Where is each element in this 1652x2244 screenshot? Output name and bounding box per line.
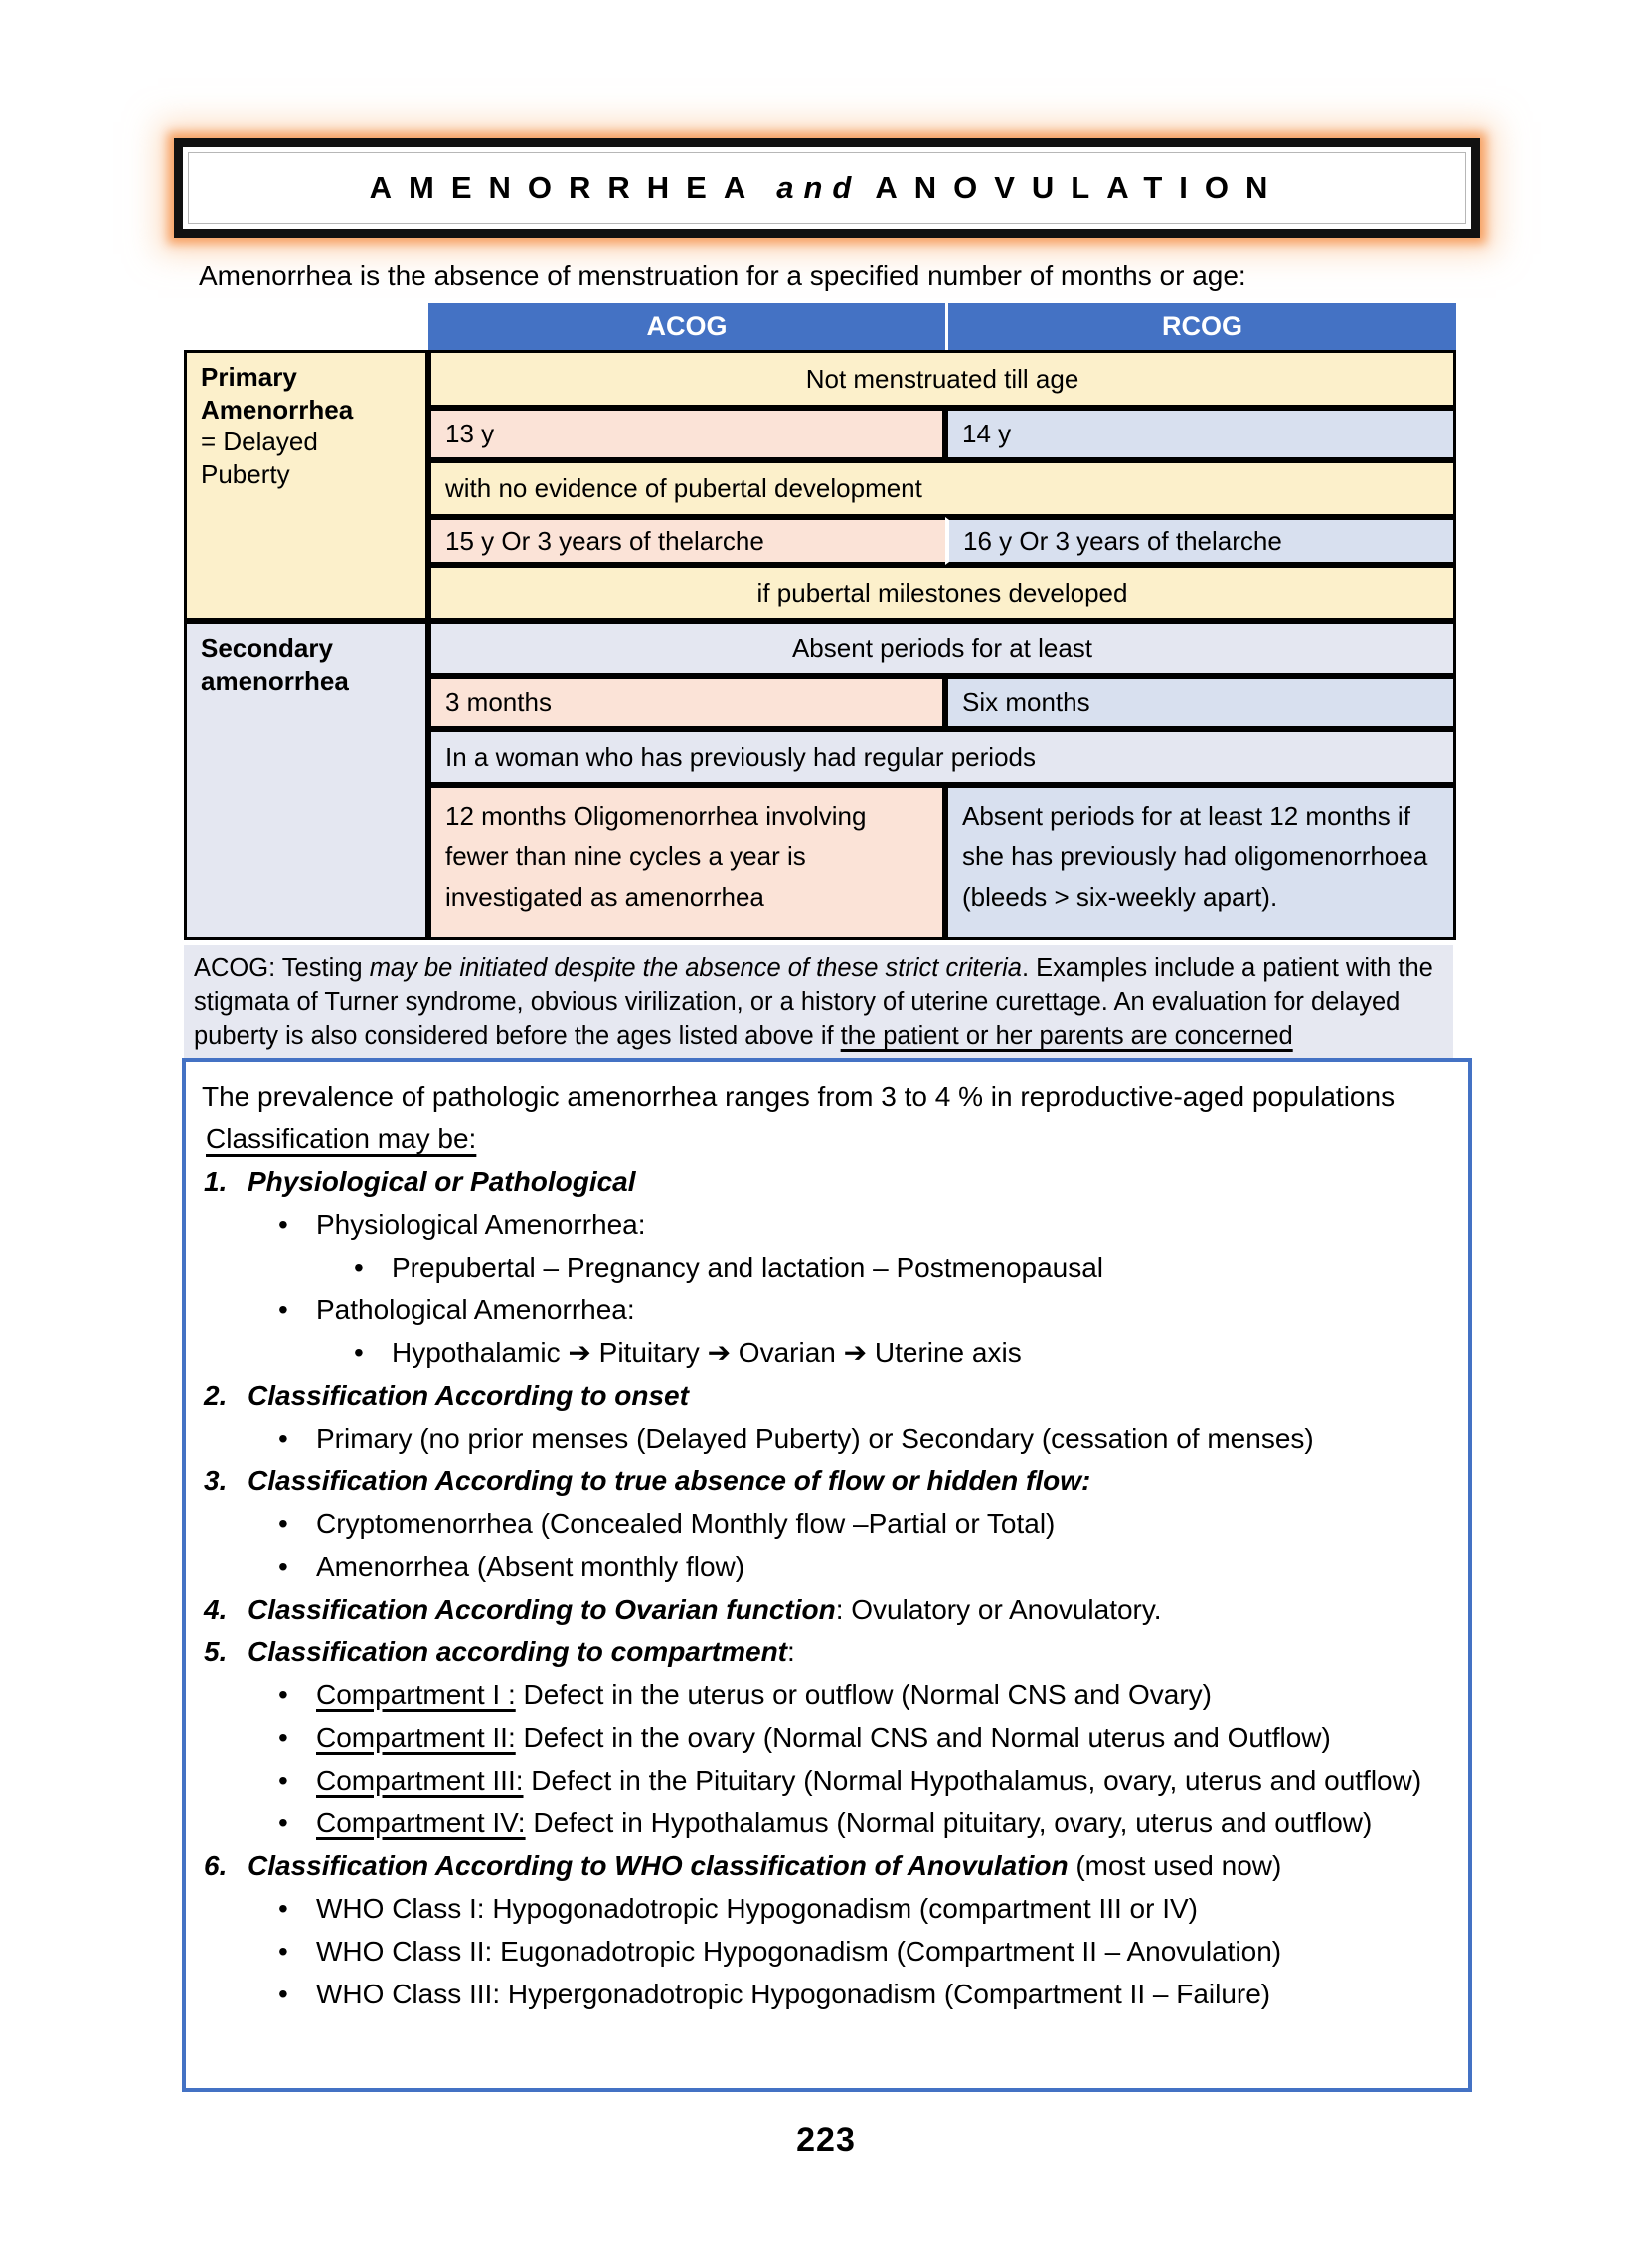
cell-rcog-oligomenorrhoea: Absent periods for at least 12 months if she has previously had oligomenorrhoea (bleeds > six-weekly apart). xyxy=(945,785,1456,940)
list-item-3 xyxy=(202,1460,1452,1502)
row-label-primary-sub: = Delayed Puberty xyxy=(201,427,318,489)
bullet-primary-secondary xyxy=(278,1417,1452,1460)
list-item-4-number: 4. xyxy=(204,1594,228,1625)
bullet-compartment-4 xyxy=(278,1802,1452,1844)
list-item-4-title: Classification According to Ovarian function xyxy=(248,1594,836,1625)
prevalence-text: The prevalence of pathologic amenorrhea ranges from 3 to 4 % in reproductive-aged populations xyxy=(202,1081,1396,1112)
row-label-primary-amenorrhea xyxy=(184,350,428,621)
bullet-icon: • xyxy=(278,1679,288,1710)
title-banner xyxy=(174,138,1480,238)
bullet-icon: • xyxy=(278,1423,288,1454)
bullet-physiological-text: Physiological Amenorrhea: xyxy=(316,1209,646,1240)
bullet-compartment-3-text: Defect in the Pituitary (Normal Hypothalamus, ovary, uterus and outflow) xyxy=(523,1765,1422,1796)
bullet-primary-secondary-text: Primary (no prior menses (Delayed Puberty) or Secondary (cessation of menses) xyxy=(316,1423,1314,1454)
bullet-compartment-4-lead: Compartment IV: xyxy=(316,1808,526,1838)
table-header-acog: ACOG xyxy=(428,303,945,350)
list-item-6-number: 6. xyxy=(204,1850,228,1881)
bullet-who-class-1 xyxy=(278,1887,1452,1930)
bullet-compartment-1-lead: Compartment I : xyxy=(316,1679,516,1710)
bullet-compartment-4-text: Defect in Hypothalamus (Normal pituitary, ovary, uterus and outflow) xyxy=(525,1808,1373,1838)
list-item-5 xyxy=(202,1631,1452,1673)
bullet-who-class-2 xyxy=(278,1930,1452,1973)
bullet-compartment-2-lead: Compartment II: xyxy=(316,1722,516,1753)
cell-no-evidence: with no evidence of pubertal development xyxy=(428,460,1456,517)
list-item-2-title: Classification According to onset xyxy=(248,1380,689,1411)
bullet-icon: • xyxy=(278,1936,288,1967)
list-item-6-rest: (most used now) xyxy=(1068,1850,1282,1881)
classification-heading: Classification may be: xyxy=(206,1123,477,1154)
bullet-amenorrhea-absent-text: Amenorrhea (Absent monthly flow) xyxy=(316,1551,745,1582)
list-item-6-title: Classification According to WHO classification of Anovulation xyxy=(248,1850,1069,1881)
page-title-right: ANOVULATION xyxy=(875,170,1285,205)
cell-acog-oligomenorrhea: 12 months Oligomenorrhea involving fewer than nine cycles a year is investigated as amenorrhea xyxy=(428,785,945,940)
list-item-2 xyxy=(202,1374,1452,1417)
bullet-who-class-3-text: WHO Class III: Hypergonadotropic Hypogonadism (Compartment II – Failure) xyxy=(316,1979,1271,2009)
bullet-who-class-2-text: WHO Class II: Eugonadotropic Hypogonadism (Compartment II – Anovulation) xyxy=(316,1936,1282,1967)
cell-absent-periods: Absent periods for at least xyxy=(428,621,1456,676)
page-title-and: and xyxy=(776,170,862,205)
row-label-secondary-amenorrhea xyxy=(184,621,428,940)
list-item-1-title: Physiological or Pathological xyxy=(248,1166,636,1197)
list-item-5-title: Classification according to compartment xyxy=(248,1637,787,1667)
bullet-prepubertal-text: Prepubertal – Pregnancy and lactation – Postmenopausal xyxy=(392,1252,1104,1283)
page-title xyxy=(370,170,1285,206)
list-item-1-number: 1. xyxy=(204,1166,228,1197)
list-item-4 xyxy=(202,1588,1452,1631)
criteria-table xyxy=(184,303,1456,940)
cell-rcog-16y-thelarche: 16 y Or 3 years of thelarche xyxy=(945,517,1456,565)
cell-acog-3-months: 3 months xyxy=(428,676,945,729)
classification-box xyxy=(182,1058,1472,2092)
bullet-physiological xyxy=(278,1203,1452,1246)
list-item-4-rest: : Ovulatory or Anovulatory. xyxy=(835,1594,1162,1625)
bullet-pathological xyxy=(278,1289,1452,1331)
title-banner-inner xyxy=(188,152,1466,224)
cell-acog-13y: 13 y xyxy=(428,408,945,460)
bullet-icon: • xyxy=(278,1209,288,1240)
row-label-secondary-title: Secondary amenorrhea xyxy=(201,633,349,696)
bullet-icon: • xyxy=(278,1765,288,1796)
cell-rcog-six-months: Six months xyxy=(945,676,1456,729)
bullet-compartment-2 xyxy=(278,1716,1452,1759)
bullet-icon: • xyxy=(278,1808,288,1838)
bullet-icon: • xyxy=(278,1295,288,1325)
page-title-left: AMENORRHEA xyxy=(369,170,763,205)
bullet-who-class-3 xyxy=(278,1973,1452,2015)
list-item-5-rest: : xyxy=(787,1637,795,1667)
bullet-compartment-2-text: Defect in the ovary (Normal CNS and Normal uterus and Outflow) xyxy=(515,1722,1331,1753)
bullet-amenorrhea-absent xyxy=(278,1545,1452,1588)
bullet-icon: • xyxy=(278,1979,288,2009)
acog-note xyxy=(184,945,1453,1061)
intro-text: Amenorrhea is the absence of menstruation for a specified number of months or age: xyxy=(199,260,1246,291)
bullet-icon: • xyxy=(354,1252,364,1283)
bullet-axis xyxy=(354,1331,1452,1374)
page-number: 223 xyxy=(796,2121,856,2158)
bullet-icon: • xyxy=(278,1551,288,1582)
acog-note-underlined: the patient or her parents are concerned xyxy=(840,1022,1293,1050)
bullet-cryptomenorrhea xyxy=(278,1502,1452,1545)
bullet-icon: • xyxy=(354,1337,364,1368)
bullet-icon: • xyxy=(278,1893,288,1924)
list-item-1 xyxy=(202,1160,1452,1203)
cell-pubertal-milestones: if pubertal milestones developed xyxy=(428,565,1456,621)
row-label-primary-title: Primary Amenorrhea xyxy=(201,362,354,425)
bullet-compartment-1 xyxy=(278,1673,1452,1716)
bullet-compartment-3 xyxy=(278,1759,1452,1802)
acog-note-prefix: ACOG: Testing xyxy=(194,954,370,982)
list-item-3-number: 3. xyxy=(204,1466,228,1496)
cell-acog-15y-thelarche: 15 y Or 3 years of thelarche xyxy=(428,517,945,565)
bullet-compartment-1-text: Defect in the uterus or outflow (Normal CNS and Ovary) xyxy=(515,1679,1212,1710)
bullet-who-class-1-text: WHO Class I: Hypogonadotropic Hypogonadism (compartment III or IV) xyxy=(316,1893,1199,1924)
cell-not-menstruated: Not menstruated till age xyxy=(428,350,1456,408)
bullet-prepubertal xyxy=(354,1246,1452,1289)
acog-note-italic: may be initiated despite the absence of these strict criteria xyxy=(369,954,1022,982)
bullet-icon: • xyxy=(278,1508,288,1539)
table-header-rcog: RCOG xyxy=(945,303,1456,350)
list-item-2-number: 2. xyxy=(204,1380,228,1411)
acog-note-middle: . Examples include a patient with the stigmata of Turner syndrome, obvious virilization, or a history of uterine curettage. An evaluation for delayed puberty is also considered before the ages listed above if xyxy=(194,954,1433,1050)
cell-regular-periods: In a woman who has previously had regular periods xyxy=(428,729,1456,785)
list-item-3-title: Classification According to true absence of flow or hidden flow: xyxy=(248,1466,1091,1496)
bullet-pathological-text: Pathological Amenorrhea: xyxy=(316,1295,635,1325)
bullet-axis-text: Hypothalamic ➔ Pituitary ➔ Ovarian ➔ Uterine axis xyxy=(392,1337,1022,1368)
list-item-6 xyxy=(202,1844,1452,1887)
bullet-compartment-3-lead: Compartment III: xyxy=(316,1765,524,1796)
list-item-5-number: 5. xyxy=(204,1637,228,1667)
bullet-cryptomenorrhea-text: Cryptomenorrhea (Concealed Monthly flow –Partial or Total) xyxy=(316,1508,1056,1539)
cell-rcog-14y: 14 y xyxy=(945,408,1456,460)
bullet-icon: • xyxy=(278,1722,288,1753)
